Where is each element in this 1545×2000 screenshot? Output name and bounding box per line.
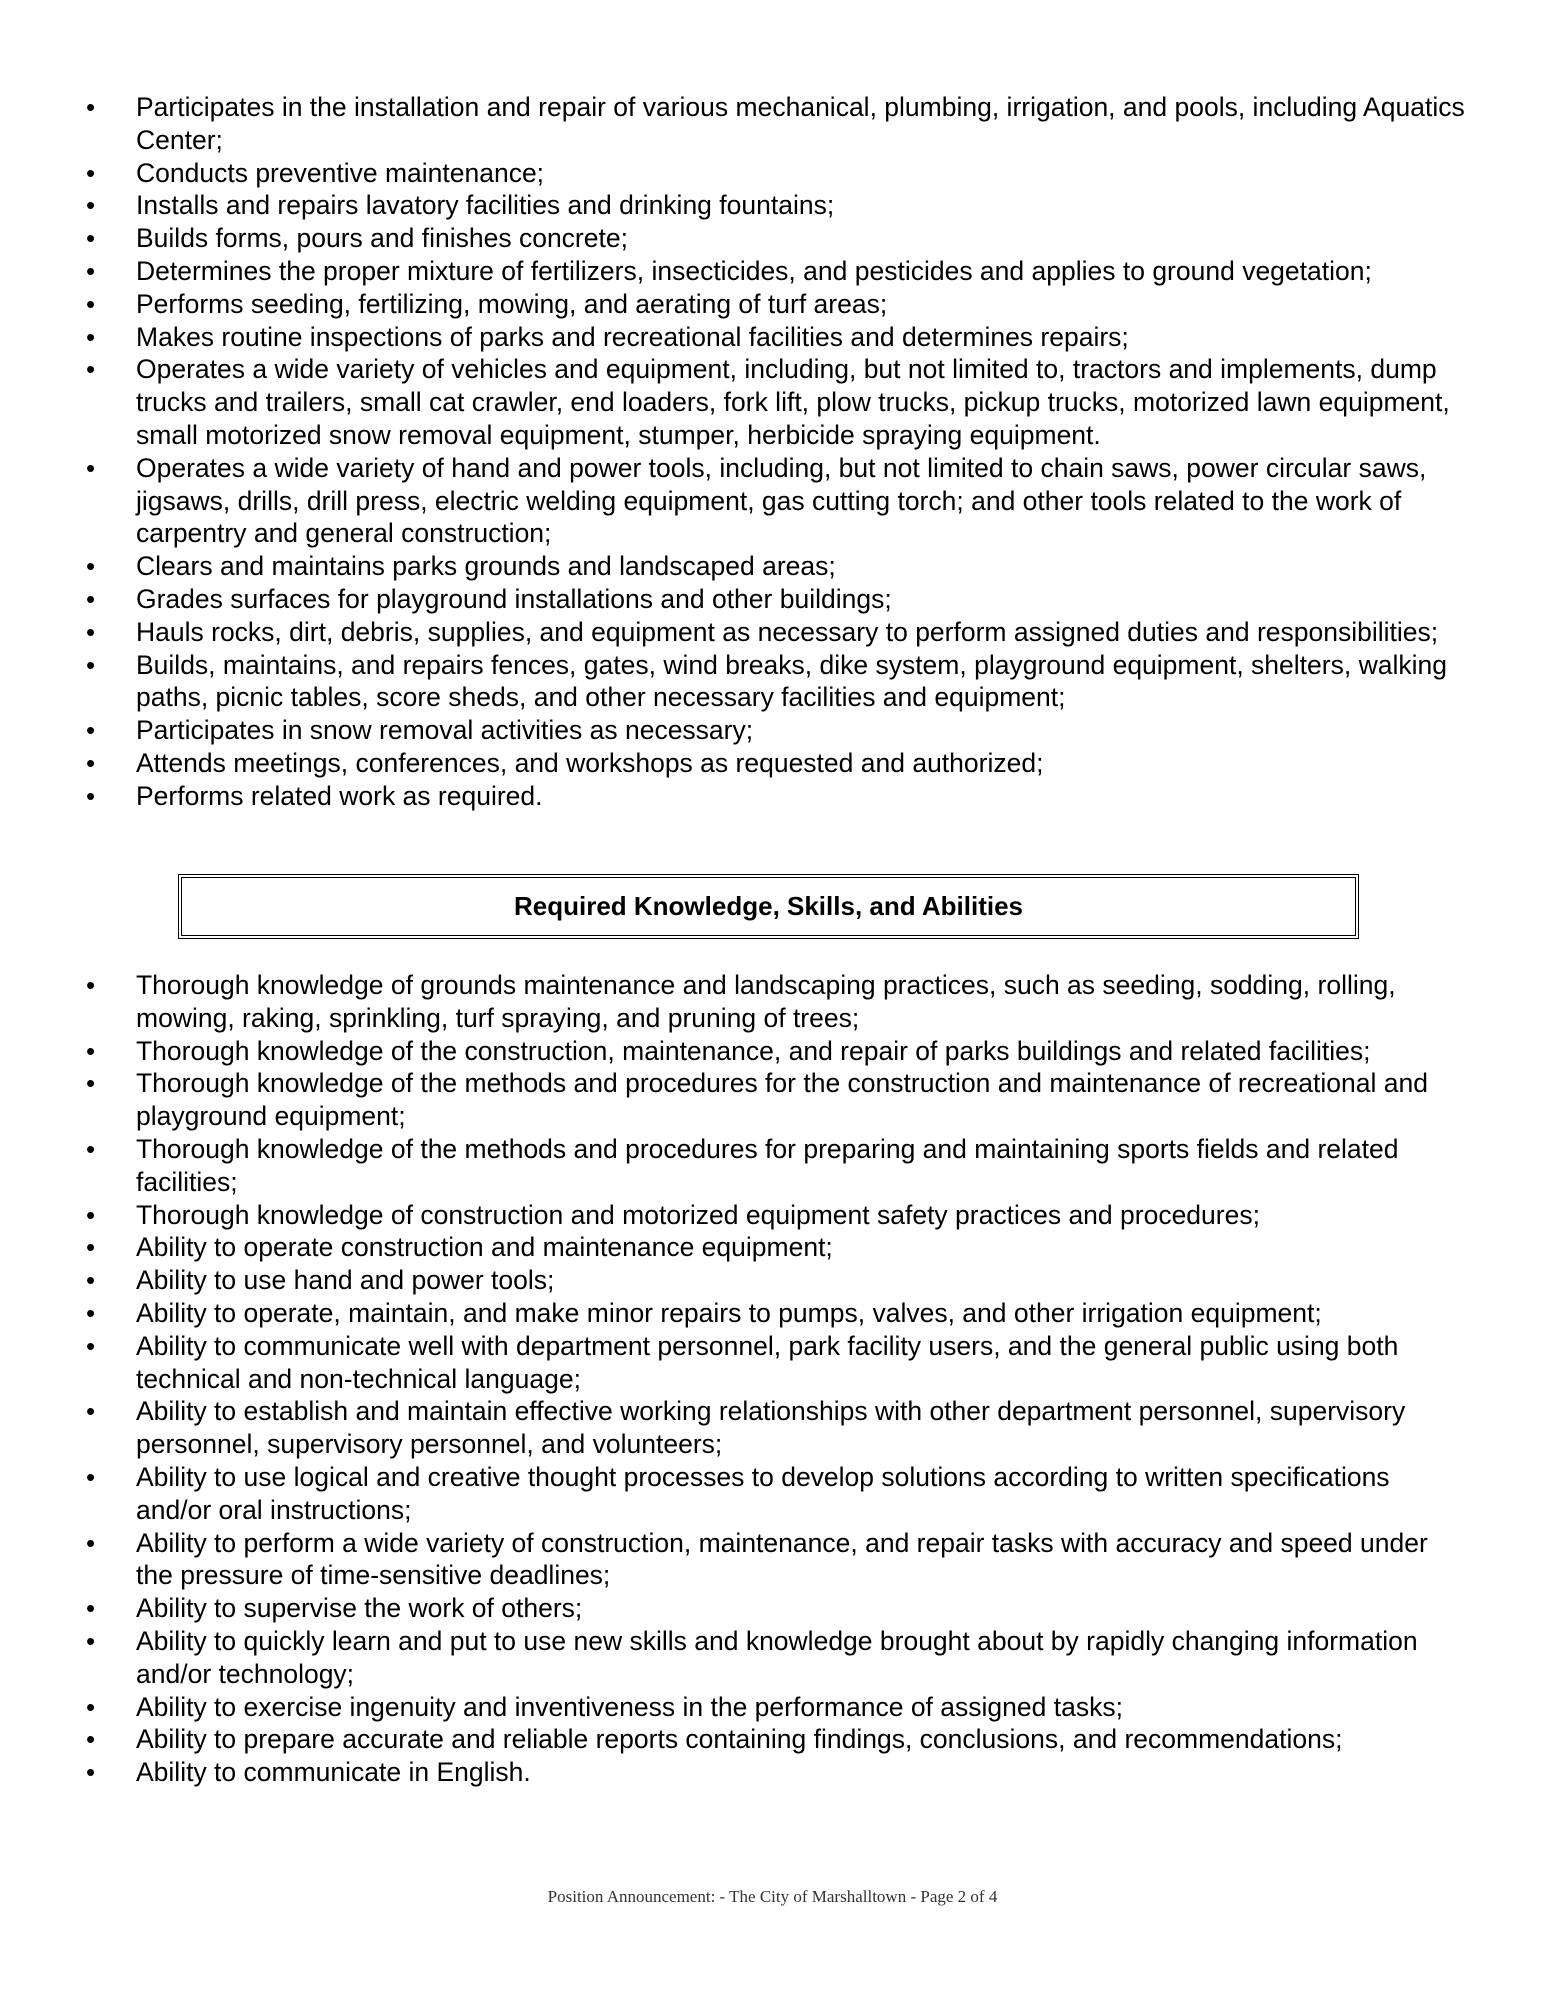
list-item: • Ability to communicate well with department personnel, park facility users, and the general public using both technical and non-technical language; [86, 1330, 1466, 1396]
list-item: • Ability to operate construction and maintenance equipment; [86, 1231, 1466, 1264]
list-item: • Grades surfaces for playground installations and other buildings; [86, 583, 1466, 616]
list-item: • Builds, maintains, and repairs fences, gates, wind breaks, dike system, playground equipment, shelters, walking paths, picnic tables, score sheds, and other necessary facilities and equipment; [86, 649, 1466, 715]
list-item: • Performs related work as required. [86, 780, 1466, 813]
list-item: • Thorough knowledge of the construction, maintenance, and repair of parks buildings and related facilities; [86, 1035, 1466, 1068]
list-item: • Thorough knowledge of construction and motorized equipment safety practices and procedures; [86, 1199, 1466, 1232]
list-item: • Ability to prepare accurate and reliable reports containing findings, conclusions, and recommendations; [86, 1723, 1466, 1756]
ksa-list [86, 969, 1466, 1789]
list-item: • Makes routine inspections of parks and recreational facilities and determines repairs; [86, 321, 1466, 354]
list-item: • Ability to supervise the work of others; [86, 1592, 1466, 1625]
list-item: • Attends meetings, conferences, and workshops as requested and authorized; [86, 747, 1466, 780]
list-item: • Ability to use logical and creative thought processes to develop solutions according to written specifications and/or oral instructions; [86, 1461, 1466, 1527]
list-item: • Performs seeding, fertilizing, mowing, and aerating of turf areas; [86, 288, 1466, 321]
list-item: • Builds forms, pours and finishes concrete; [86, 222, 1466, 255]
list-item: • Determines the proper mixture of fertilizers, insecticides, and pesticides and applies to ground vegetation; [86, 255, 1466, 288]
duties-list [86, 91, 1466, 813]
list-item: • Operates a wide variety of vehicles and equipment, including, but not limited to, tractors and implements, dump trucks and trailers, small cat crawler, end loaders, fork lift, plow trucks, pickup trucks, motorized lawn equipment, small motorized snow removal equipment, stumper, herbicide spraying equipment. [86, 353, 1466, 451]
list-item: • Ability to use hand and power tools; [86, 1264, 1466, 1297]
list-item: • Thorough knowledge of grounds maintenance and landscaping practices, such as seeding, sodding, rolling, mowing, raking, sprinkling, turf spraying, and pruning of trees; [86, 969, 1466, 1035]
list-item: • Ability to exercise ingenuity and inventiveness in the performance of assigned tasks; [86, 1691, 1466, 1724]
list-item: • Ability to operate, maintain, and make minor repairs to pumps, valves, and other irrigation equipment; [86, 1297, 1466, 1330]
list-item: • Conducts preventive maintenance; [86, 157, 1466, 190]
list-item: • Ability to perform a wide variety of construction, maintenance, and repair tasks with accuracy and speed under the pressure of time-sensitive deadlines; [86, 1527, 1466, 1593]
list-item: • Clears and maintains parks grounds and landscaped areas; [86, 550, 1466, 583]
page-footer: Position Announcement: - The City of Marshalltown - Page 2 of 4 [547, 1887, 998, 1906]
list-item: • Thorough knowledge of the methods and procedures for preparing and maintaining sports fields and related facilities; [86, 1133, 1466, 1199]
list-item: • Participates in snow removal activities as necessary; [86, 714, 1466, 747]
list-item: • Ability to establish and maintain effective working relationships with other department personnel, supervisory personnel, supervisory personnel, and volunteers; [86, 1395, 1466, 1461]
list-item: • Ability to communicate in English. [86, 1756, 1466, 1789]
list-item: • Operates a wide variety of hand and power tools, including, but not limited to chain saws, power circular saws, jigsaws, drills, drill press, electric welding equipment, gas cutting torch; and other tools related to the work of carpentry and general construction; [86, 452, 1466, 550]
list-item: • Participates in the installation and repair of various mechanical, plumbing, irrigation, and pools, including Aquatics Center; [86, 91, 1466, 157]
section-heading-box [178, 874, 1359, 939]
list-item: • Hauls rocks, dirt, debris, supplies, and equipment as necessary to perform assigned duties and responsibilities; [86, 616, 1466, 649]
list-item: • Installs and repairs lavatory facilities and drinking fountains; [86, 189, 1466, 222]
list-item: • Thorough knowledge of the methods and procedures for the construction and maintenance of recreational and playground equipment; [86, 1067, 1466, 1133]
section-heading: Required Knowledge, Skills, and Abilities [513, 891, 1024, 921]
list-item: • Ability to quickly learn and put to use new skills and knowledge brought about by rapidly changing information and/or technology; [86, 1625, 1466, 1691]
